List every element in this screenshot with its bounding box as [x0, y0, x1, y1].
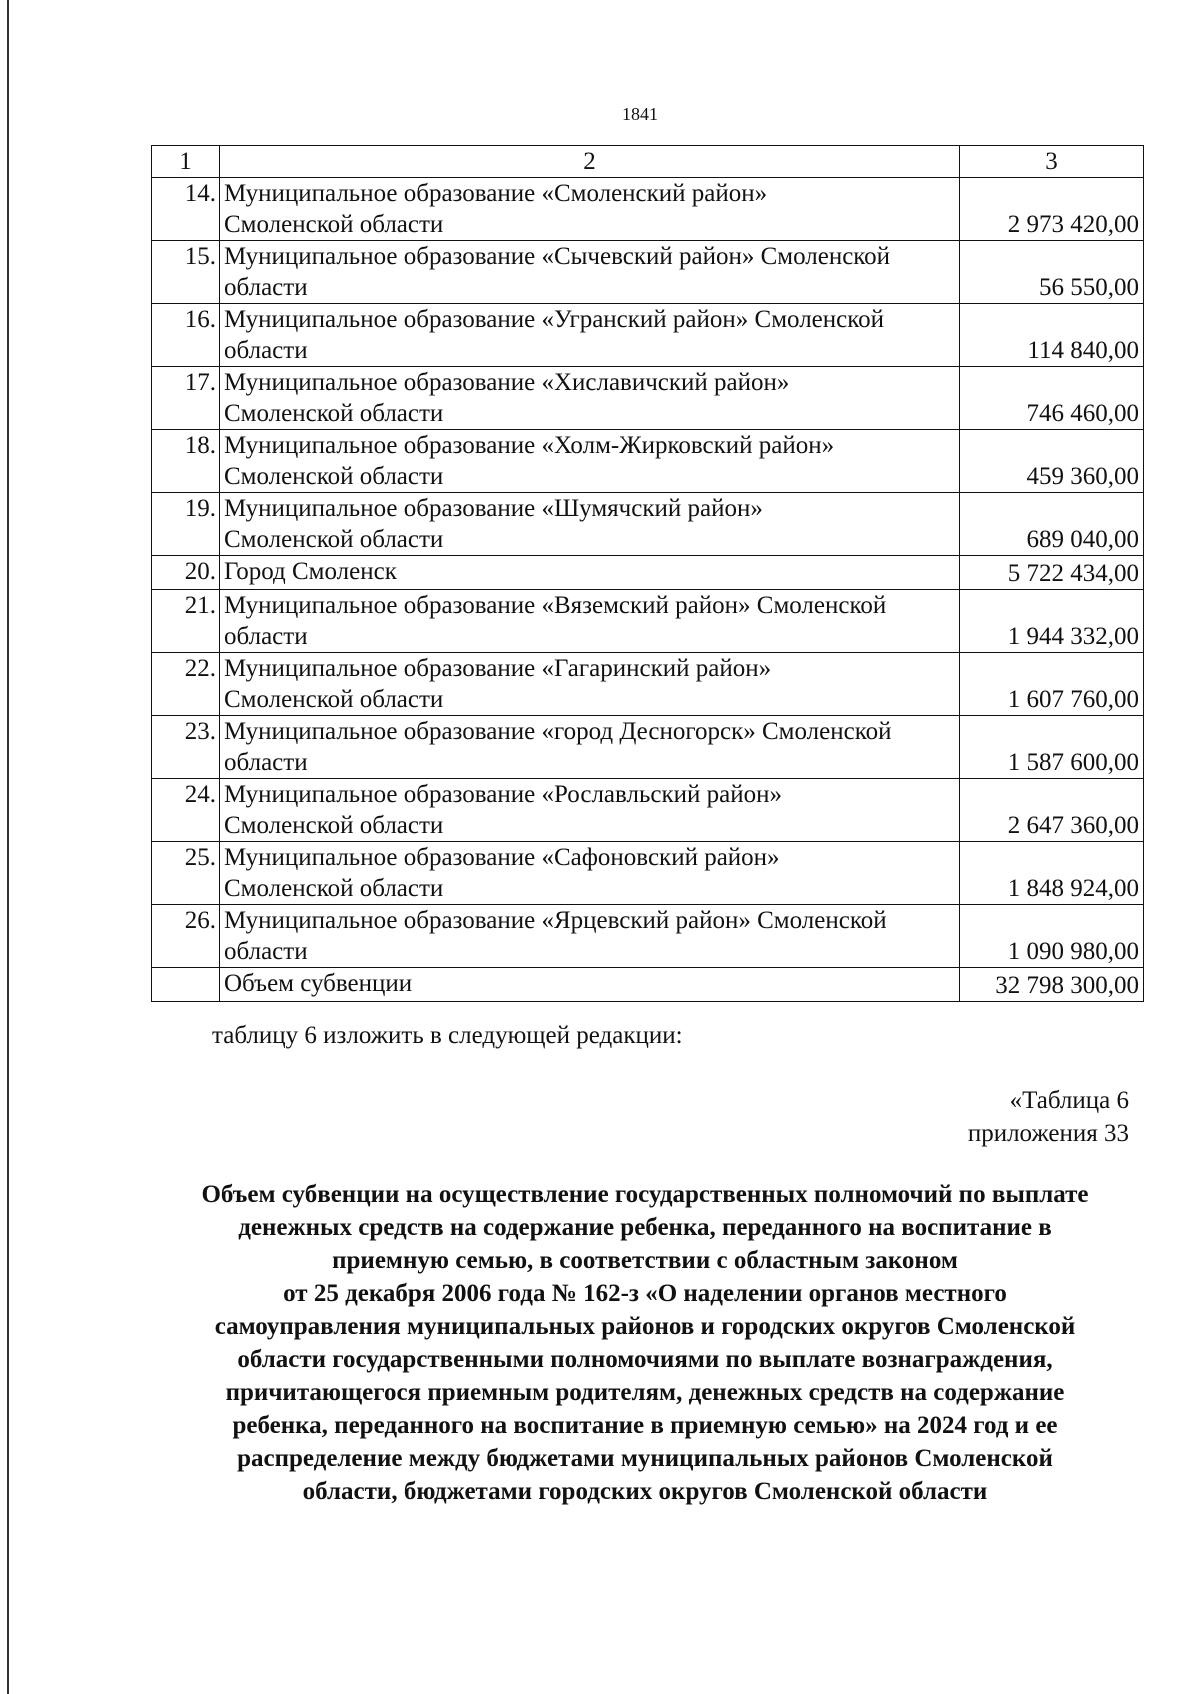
row-number: 25.	[152, 842, 220, 905]
municipality-name	[220, 653, 960, 716]
table-row	[152, 842, 1144, 905]
table-row	[152, 653, 1144, 716]
column-header: 3	[960, 146, 1144, 178]
municipality-name-line: Муниципальное образование «Гагаринский район»	[224, 655, 772, 682]
subvention-amount: 2 647 360,00	[960, 779, 1144, 842]
municipality-name	[220, 716, 960, 779]
subvention-amount: 2 973 420,00	[960, 178, 1144, 241]
subvention-amount: 114 840,00	[960, 304, 1144, 367]
municipality-name	[220, 430, 960, 493]
row-number: 18.	[152, 430, 220, 493]
subvention-amount: 1 587 600,00	[960, 716, 1144, 779]
municipality-name	[220, 556, 960, 590]
subvention-table	[151, 145, 1144, 1002]
municipality-name-line: Муниципальное образование «Хиславичский район»	[224, 369, 790, 396]
municipality-name-line: Смоленской области	[224, 463, 444, 490]
municipality-name	[220, 304, 960, 367]
table-row	[152, 590, 1144, 653]
municipality-name	[220, 367, 960, 430]
row-number: 24.	[152, 779, 220, 842]
document-heading	[140, 1178, 1150, 1508]
row-number: 19.	[152, 493, 220, 556]
municipality-name-line: Смоленской области	[224, 526, 444, 553]
municipality-name-line: Смоленской области	[224, 400, 444, 427]
table-row	[152, 493, 1144, 556]
table-row	[152, 178, 1144, 241]
page-left-edge-line	[7, 0, 9, 1694]
table-row	[152, 556, 1144, 590]
table-header-row	[152, 146, 1144, 178]
table-row	[152, 430, 1144, 493]
table-row	[152, 367, 1144, 430]
subvention-amount: 689 040,00	[960, 493, 1144, 556]
row-number: 26.	[152, 905, 220, 968]
subvention-amount: 1 090 980,00	[960, 905, 1144, 968]
municipality-name	[220, 842, 960, 905]
column-header: 1	[152, 146, 220, 178]
municipality-name-line: области	[224, 623, 308, 650]
table-row	[152, 779, 1144, 842]
subvention-amount: 1 848 924,00	[960, 842, 1144, 905]
municipality-name-line: Муниципальное образование «Ярцевский район» Смоленской	[224, 907, 887, 934]
municipality-name	[220, 590, 960, 653]
page-number: 1841	[622, 104, 658, 124]
total-label: Объем субвенции	[220, 968, 960, 1002]
subvention-amount: 5 722 434,00	[960, 556, 1144, 590]
municipality-name-line: Смоленской области	[224, 875, 444, 902]
empty-cell	[152, 968, 220, 1002]
table-row	[152, 304, 1144, 367]
subvention-amount: 1 944 332,00	[960, 590, 1144, 653]
municipality-name-line: Муниципальное образование «Сычевский район» Смоленской	[224, 243, 891, 270]
municipality-name-line: Муниципальное образование «Шумячский район»	[224, 495, 763, 522]
municipality-name-line: Город Смоленск	[224, 558, 397, 585]
amendment-note: таблицу 6 изложить в следующей редакции:	[212, 1022, 683, 1049]
heading-line: самоуправления муниципальных районов и городских округов Смоленской	[214, 1313, 1076, 1340]
row-number: 23.	[152, 716, 220, 779]
heading-line: области, бюджетами городских округов Смоленской области	[302, 1478, 988, 1505]
municipality-name	[220, 905, 960, 968]
heading-line: денежных средств на содержание ребенка, переданного на воспитание в	[238, 1214, 1052, 1241]
heading-line: распределение между бюджетами муниципальных районов Смоленской	[237, 1445, 1053, 1472]
row-number: 22.	[152, 653, 220, 716]
row-number: 17.	[152, 367, 220, 430]
municipality-name-line: области	[224, 938, 308, 965]
municipality-name	[220, 178, 960, 241]
table-row	[152, 716, 1144, 779]
municipality-name-line: Смоленской области	[224, 211, 444, 238]
table-row	[152, 241, 1144, 304]
municipality-name-line: области	[224, 274, 308, 301]
table-total-row	[152, 968, 1144, 1002]
municipality-name-line: Смоленской области	[224, 686, 444, 713]
municipality-name-line: Муниципальное образование «Рославльский район»	[224, 781, 782, 808]
table-row	[152, 905, 1144, 968]
row-number: 20.	[152, 556, 220, 590]
table-reference-line: приложения 33	[967, 1120, 1129, 1147]
municipality-name-line: Муниципальное образование «город Десногорск» Смоленской	[224, 718, 892, 745]
heading-line: Объем субвенции на осуществление государственных полномочий по выплате	[201, 1181, 1089, 1208]
row-number: 15.	[152, 241, 220, 304]
municipality-name	[220, 241, 960, 304]
subvention-amount: 1 607 760,00	[960, 653, 1144, 716]
municipality-name	[220, 493, 960, 556]
municipality-name-line: области	[224, 749, 308, 776]
row-number: 21.	[152, 590, 220, 653]
municipality-name-line: Муниципальное образование «Холм-Жирковский район»	[224, 432, 835, 459]
municipality-name-line: Муниципальное образование «Угранский район» Смоленской	[224, 306, 884, 333]
table-reference-line: «Таблица 6	[1009, 1087, 1129, 1114]
subvention-amount: 746 460,00	[960, 367, 1144, 430]
heading-line: от 25 декабря 2006 года № 162-з «О наделении органов местного	[283, 1280, 1007, 1307]
heading-line: области государственными полномочиями по выплате вознаграждения,	[237, 1346, 1053, 1373]
column-header: 2	[220, 146, 960, 178]
heading-line: причитающегося приемным родителям, денежных средств на содержание	[225, 1379, 1065, 1406]
subvention-amount: 56 550,00	[960, 241, 1144, 304]
total-amount: 32 798 300,00	[960, 968, 1144, 1002]
row-number: 14.	[152, 178, 220, 241]
row-number: 16.	[152, 304, 220, 367]
municipality-name	[220, 779, 960, 842]
municipality-name-line: Муниципальное образование «Смоленский район»	[224, 180, 768, 207]
heading-line: приемную семью, в соответствии с областным законом	[332, 1247, 958, 1274]
municipality-name-line: Муниципальное образование «Сафоновский район»	[224, 844, 780, 871]
municipality-name-line: Смоленской области	[224, 812, 444, 839]
subvention-amount: 459 360,00	[960, 430, 1144, 493]
municipality-name-line: области	[224, 337, 308, 364]
heading-line: ребенка, переданного на воспитание в приемную семью» на 2024 год и ее	[232, 1412, 1058, 1439]
municipality-name-line: Муниципальное образование «Вяземский район» Смоленской	[224, 592, 887, 619]
table-reference	[968, 1084, 1129, 1150]
